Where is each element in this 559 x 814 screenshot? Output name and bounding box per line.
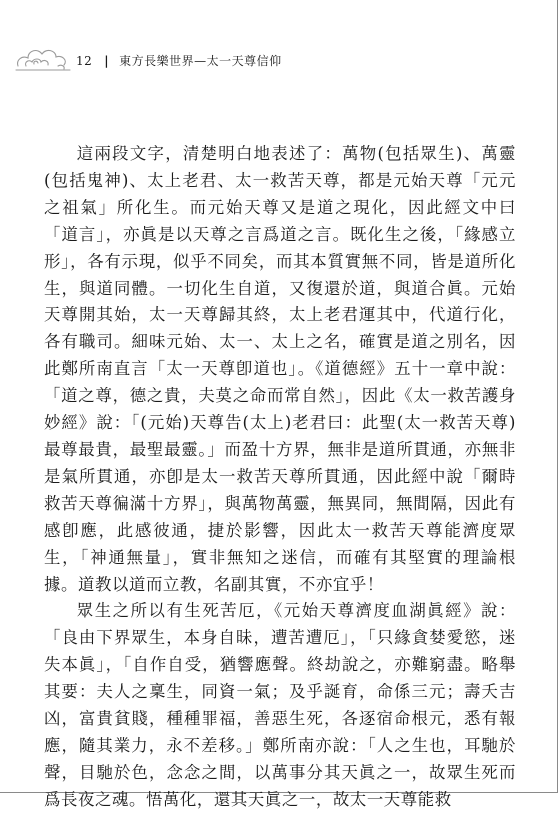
paragraph-2: 眾生之所以有生死苦厄，《元始天尊濟度血湖眞經》說：「良由下界眾生，本身自昧，遭苦遭厄」，「只緣貪婪愛慾，迷失本眞」，「自作自受，猶響應聲。終劫說之，亦難窮盡。略舉其要：夫人之稟生，同資一氣；及乎誕育，命係三元；壽夭吉凶，富貴貧賤，種種罪福，善惡生死，各逐宿命根元，悉有報應，隨其業力，永不差移。」鄭所南亦說：「人之生也，耳馳於聲，目馳於色，念念之間，以萬事分其天眞之一，故眾生死而爲長夜之魂。悟萬化，還其天眞之一，故太一天尊能救 — [44, 601, 516, 809]
header-separator: | — [104, 53, 110, 68]
running-head — [76, 52, 282, 69]
running-title: 東方長樂世界—太一天尊信仰 — [119, 54, 282, 68]
cloud-ornament-icon — [14, 40, 72, 76]
body-text — [44, 141, 516, 814]
page-number: 12 — [76, 53, 93, 68]
paragraph-1: 這兩段文字，清楚明白地表述了：萬物(包括眾生)、萬靈(包括鬼神)、太上老君、太一救苦天尊，都是元始天尊「元元之祖氣」所化生。而元始天尊又是道之現化，因此經文中曰「道言」，亦眞是以天尊之言爲道之言。既化生之後，「緣感立形」，各有示現，似乎不同矣，而其本質實無不同，皆是道所化生，與道同體。一切化生自道，又復還於道，與道合眞。元始天尊開其始，太一天尊歸其終，太上老君運其中，代道行化，各有職司。細味元始、太一、太上之名，確實是道之別名，因此鄭所南直言「太一天尊卽道也」。《道德經》五十一章中說：「道之尊，德之貴，夫莫之命而常自然」，因此《太一救苦護身妙經》說：「(元始)天尊告(太上)老君曰：此聖(太一救苦天尊)最尊最貴，最聖最靈。」而盈十方界，無非是道所貫通，亦無非是氣所貫通，亦卽是太一救苦天尊所貫通，因此經中說「爾時救苦天尊徧滿十方界」，與萬物萬靈，無異同，無間隔，因此有感卽應，此感彼通，捷於影響，因此太一救苦天尊能濟度眾生，「神通無量」，實非無知之迷信，而確有其堅實的理論根據。道教以道而立教，名副其實，不亦宜乎！ — [44, 144, 516, 594]
